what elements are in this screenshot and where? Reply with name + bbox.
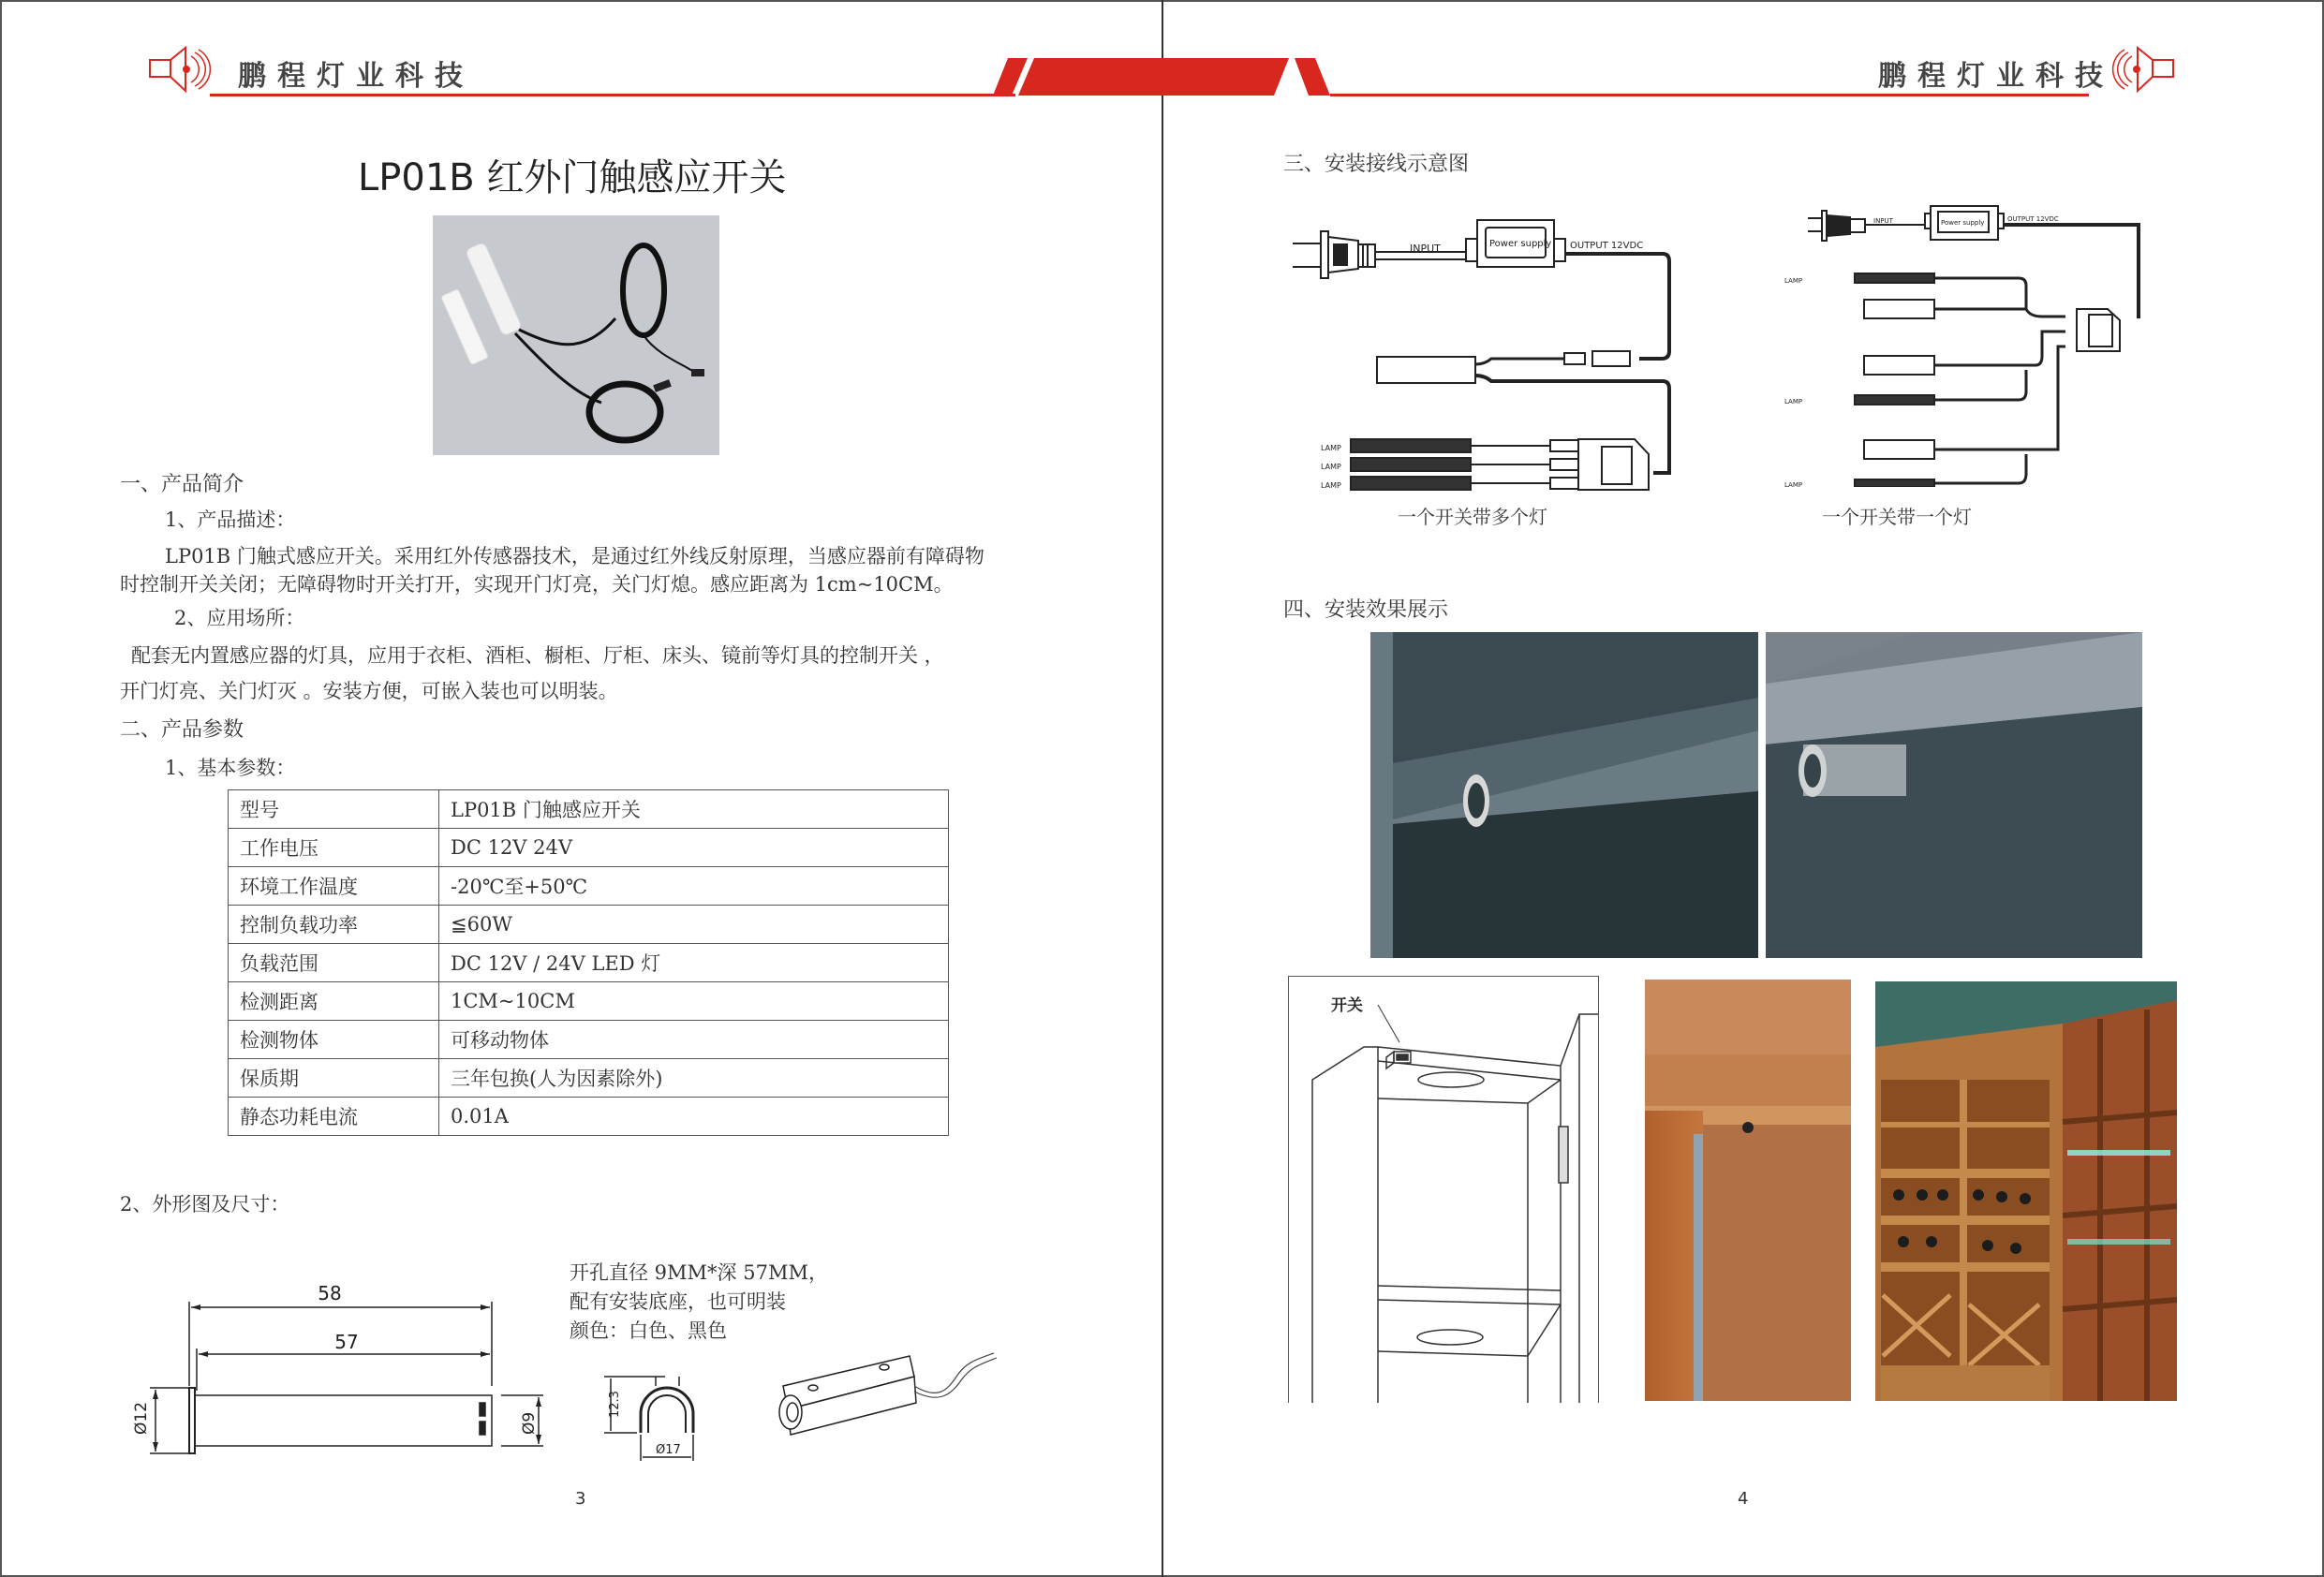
table-row [229,944,949,982]
caption-one-switch-multi-lamp: 一个开关带多个灯 [1398,506,1547,528]
wardrobe-line-drawing [1288,976,1599,1403]
table-row [229,906,949,944]
dim-flange-dia: Ø12 [132,1401,151,1435]
dim-body-dia: Ø9 [520,1411,539,1435]
label-lamp: LAMP [1784,481,1803,487]
table-row [229,982,949,1021]
label-lamp: LAMP [1321,444,1341,452]
page-spine [1162,0,1163,1577]
label-lamp: LAMP [1784,398,1803,405]
spec-key: 静态功耗电流 [229,1098,439,1136]
spec-key: 工作电压 [229,829,439,867]
section2-heading: 二、产品参数 [120,718,244,742]
spec-key: 检测物体 [229,1021,439,1059]
wiring-diagram-multi-lamp [1293,192,1695,505]
label-lamp: LAMP [1784,277,1803,285]
description-line2: 时控制开关关闭；无障碍物时开关打开，实现开门灯亮，关门灯熄。感应距离为 1cm~10CM。 [120,573,954,596]
spec-value: DC 12V 24V [439,829,949,867]
label-input: INPUT [1410,243,1441,255]
install-note-line2: 配有安装底座，也可明装 [570,1290,786,1313]
speaker-logo-icon-left [148,45,225,97]
section3-heading: 三、安装接线示意图 [1283,153,1470,176]
label-output: OUTPUT 12VDC [2007,215,2059,223]
install-notes [570,1259,828,1346]
spec-key: 控制负载功率 [229,906,439,944]
section2-sub2: 2、外形图及尺寸： [120,1193,290,1216]
dim-length-body: 57 [334,1331,359,1353]
table-row [229,1098,949,1136]
switch-callout-label: 开关 [1331,996,1363,1015]
render-embedded-switch [1370,632,1758,958]
header-rule-right [1330,94,2089,96]
dim-length-total: 58 [318,1282,342,1304]
table-row [229,1021,949,1059]
spec-key: 保质期 [229,1059,439,1098]
spec-value: 0.01A [439,1098,949,1136]
section1-heading: 一、产品简介 [120,473,244,496]
brand-name-left: 鹏程灯业科技 [238,60,474,93]
section2-sub1: 1、基本参数： [165,757,296,779]
description-line1: LP01B 门触式感应开关。采用红外传感器技术，是通过红外线反射原理，当感应器前有障碍物 [165,545,984,567]
table-row [229,867,949,906]
spec-key: 检测距离 [229,982,439,1021]
application-line2: 开门灯亮、关门灯灭 。安装方便，可嵌入装也可以明装。 [120,680,618,702]
section1-sub2: 2、应用场所： [174,607,305,629]
install-note-line3: 颜色：白色、黑色 [570,1319,727,1342]
install-note-line1: 开孔直径 9MM*深 57MM， [570,1261,828,1284]
brand-name-right: 鹏程灯业科技 [1878,60,2114,93]
spec-key: 型号 [229,790,439,829]
label-power-supply: Power supply [1489,239,1552,249]
spec-table [228,789,949,1136]
product-title: LP01B 红外门触感应开关 [358,156,787,199]
dim-bracket-dia: Ø17 [656,1443,681,1457]
speaker-logo-icon-right [2098,45,2175,97]
spec-value: -20℃至+50℃ [439,867,949,906]
table-row [229,790,949,829]
table-row [229,829,949,867]
render-surface-switch [1766,632,2142,958]
dim-bracket-height: 12.3 [608,1391,622,1418]
label-output: OUTPUT 12VDC [1570,241,1644,251]
spec-value: 可移动物体 [439,1021,949,1059]
label-power-supply: Power supply [1941,219,1985,227]
bracket-drawing [600,1367,731,1474]
page-number-left: 3 [575,1489,586,1509]
table-row [229,1059,949,1098]
photo-cabinet-sensor [1645,980,1851,1401]
product-photo [433,215,719,455]
label-input: INPUT [1873,217,1893,225]
wiring-diagram-single-lamp [1784,187,2140,491]
section1-sub1: 1、产品描述： [165,508,296,531]
caption-one-switch-one-lamp: 一个开关带一个灯 [1822,506,1972,528]
spec-value: 1CM~10CM [439,982,949,1021]
application-line1: 配套无内置感应器的灯具，应用于衣柜、酒柜、橱柜、厅柜、床头、镜前等灯具的控制开关 ， [131,644,944,667]
switch-3d-sketch [774,1349,999,1446]
dimension-drawing [122,1274,571,1465]
header-rule-left [210,94,1015,96]
label-lamp: LAMP [1321,463,1341,471]
spec-key: 负载范围 [229,944,439,982]
spec-value: LP01B 门触感应开关 [439,790,949,829]
spec-value: ≦60W [439,906,949,944]
photo-wine-cabinet [1875,981,2177,1401]
spec-value: DC 12V / 24V LED 灯 [439,944,949,982]
label-lamp: LAMP [1321,481,1341,490]
spec-value: 三年包换(人为因素除外) [439,1059,949,1098]
section4-heading: 四、安装效果展示 [1283,598,1449,622]
header-red-banner [993,56,1330,99]
page-number-right: 4 [1738,1489,1749,1509]
spec-key: 环境工作温度 [229,867,439,906]
